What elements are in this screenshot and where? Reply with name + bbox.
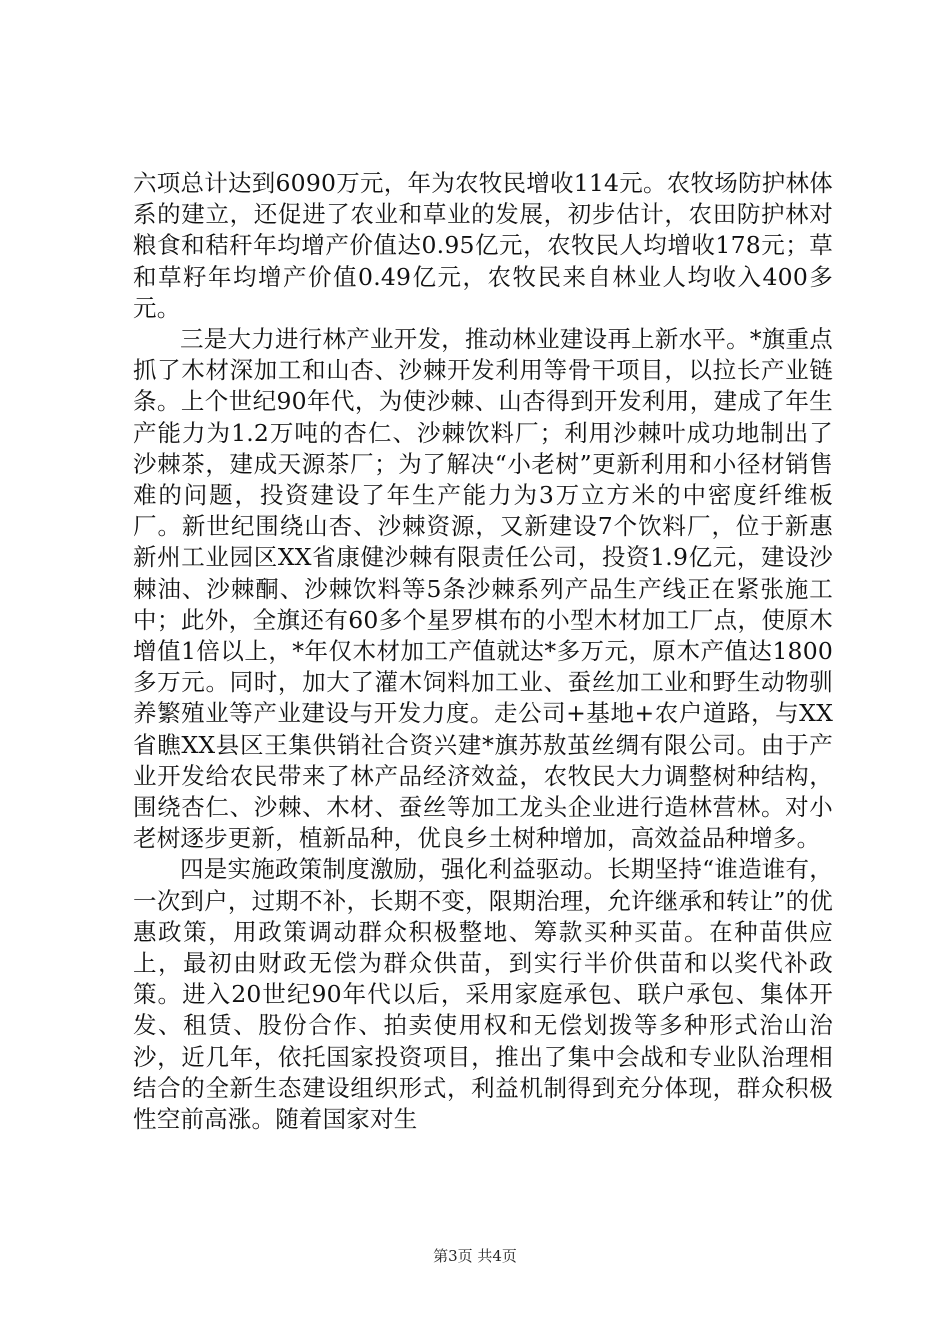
paragraph-2: 三是大力进行林产业开发，推动林业建设再上新水平。*旗重点抓了木材深加工和山杏、沙棘开发利用等骨干项目，以拉长产业链条。上个世纪90年代，为使沙棘、山杏得到开发利用，建成了年生产能力为1.2万吨的杏仁、沙棘饮料厂；利用沙棘叶成功地制出了沙棘茶，建成天源茶厂；为了解决“小老树”更新利用和小径材销售难的问题，投资建设了年生产能力为3万立方米的中密度纤维板厂。新世纪围绕山杏、沙棘资源，又新建设7个饮料厂，位于新惠新州工业园区XX省康健沙棘有限责任公司，投资1.9亿元，建设沙棘油、沙棘酮、沙棘饮料等5条沙棘系列产品生产线正在紧张施工中；此外，全旗还有60多个星罗棋布的小型木材加工厂点，使原木增值1倍以上，*年仅木材加工产值就达*多万元，原木产值达1800多万元。同时，加大了灌木饲料加工业、蚕丝加工业和野生动物驯养繁殖业等产业建设与开发力度。走公司+基地+农户道路，与XX省瞧XX县区王集供销社合资兴建*旗苏敖茧丝绸有限公司。由于产业开发给农民带来了林产品经济效益，农牧民大力调整树种结构，围绕杏仁、沙棘、木材、蚕丝等加工龙头企业进行造林营林。对小老树逐步更新，植新品种，优良乡土树种增加，高效益品种增多。 [133, 325, 833, 853]
document-body [133, 168, 833, 1135]
paragraph-1: 六项总计达到6090万元，年为农牧民增收114元。农牧场防护林体系的建立，还促进了农业和草业的发展，初步估计，农田防护林对粮食和秸秆年均增产价值达0.95亿元，农牧民人均增收178元；草和草籽年均增产价值0.49亿元，农牧民来自林业人均收入400多元。 [133, 169, 833, 322]
page-number-footer: 第3页 共4页 [433, 1247, 517, 1265]
paragraph-3: 四是实施政策制度激励，强化利益驱动。长期坚持“谁造谁有，一次到户，过期不补，长期不变，限期治理，允许继承和转让”的优惠政策，用政策调动群众积极整地、筹款买种买苗。在种苗供应上，最初由财政无偿为群众供苗，到实行半价供苗和以奖代补政策。进入20世纪90年代以后，采用家庭承包、联户承包、集体开发、租赁、股份合作、拍卖使用权和无偿划拨等多种形式治山治沙，近几年，依托国家投资项目，推出了集中会战和专业队治理相结合的全新生态建设组织形式，利益机制得到充分体现，群众积极性空前高涨。随着国家对生 [133, 855, 833, 1134]
